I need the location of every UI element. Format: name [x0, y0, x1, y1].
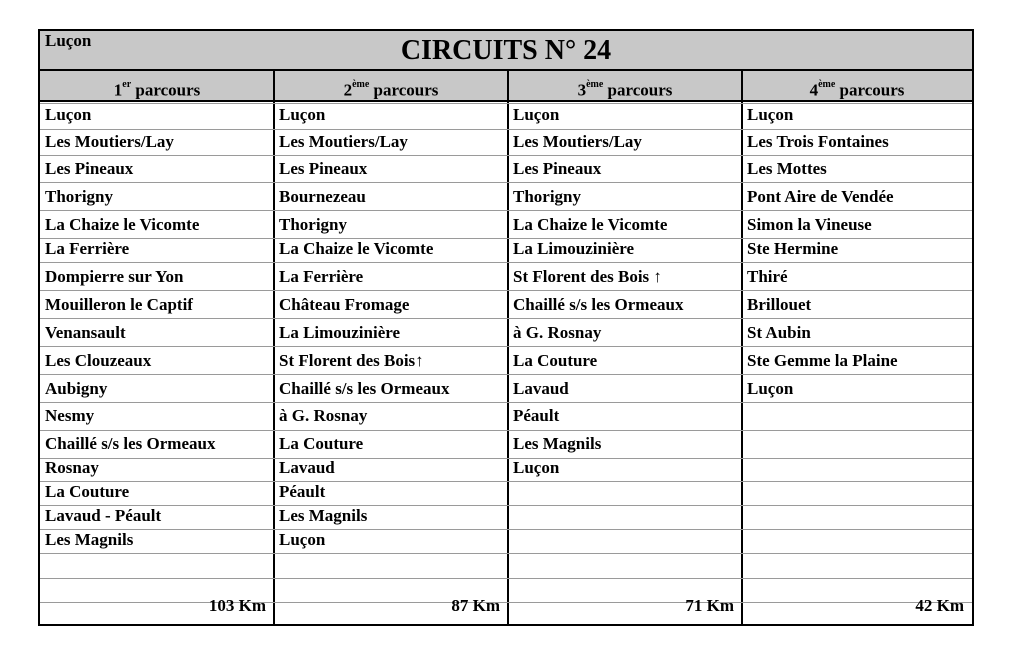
stop-cell: Les Moutiers/Lay — [513, 132, 642, 151]
stop-cell: Luçon — [279, 105, 326, 124]
stop-cell: Chaillé s/s les Ormeaux — [45, 434, 216, 453]
stop-cell: Péault — [513, 406, 560, 425]
stop-cell: Luçon — [513, 105, 560, 124]
column-header-1 — [40, 71, 274, 100]
column-divider — [741, 71, 743, 624]
column-header-2 — [274, 71, 508, 100]
row-divider — [40, 374, 972, 375]
row-divider — [40, 529, 972, 530]
row-divider — [40, 578, 972, 579]
stop-cell: Simon la Vineuse — [747, 215, 872, 234]
stop-cell: Thorigny — [45, 187, 114, 206]
row-divider — [40, 346, 972, 347]
stop-cell: St Aubin — [747, 323, 811, 342]
stop-cell: à G. Rosnay — [279, 406, 368, 425]
stop-cell: Les Magnils — [513, 434, 602, 453]
row-divider — [40, 103, 972, 104]
stop-cell: Les Magnils — [45, 530, 134, 549]
stop-cell: Brillouet — [747, 295, 812, 314]
stop-cell: Thiré — [747, 267, 788, 286]
stop-cell: St Florent des Bois↑ — [279, 351, 424, 370]
column-header-number: 2 — [343, 80, 353, 100]
row-divider — [40, 553, 972, 554]
stop-cell: La Couture — [45, 482, 130, 501]
stop-cell: Luçon — [279, 530, 326, 549]
stop-cell: Nesmy — [45, 406, 95, 425]
column-header-number: 4 — [809, 80, 819, 100]
column-header-4 — [742, 71, 972, 100]
stop-cell: La Chaize le Vicomte — [513, 215, 668, 234]
distance-cell: 42 Km — [915, 596, 964, 615]
stop-cell: Luçon — [45, 105, 92, 124]
stop-cell: La Chaize le Vicomte — [45, 215, 200, 234]
row-divider — [40, 129, 972, 130]
row-divider — [40, 182, 972, 183]
row-divider — [40, 430, 972, 431]
column-header-suffix: ème — [586, 79, 604, 90]
stop-cell: Les Pineaux — [45, 159, 134, 178]
stop-cell: La Couture — [513, 351, 598, 370]
row-divider — [40, 402, 972, 403]
distance-cell: 103 Km — [208, 596, 266, 615]
distance-cell: 71 Km — [685, 596, 734, 615]
stop-cell: Rosnay — [45, 458, 99, 477]
stop-cell: Lavaud - Péault — [45, 506, 162, 525]
stop-cell: Les Moutiers/Lay — [279, 132, 408, 151]
column-header-3 — [508, 71, 742, 100]
column-header-number: 3 — [577, 80, 587, 100]
stop-cell: Les Mottes — [747, 159, 827, 178]
row-divider — [40, 155, 972, 156]
row-divider — [40, 458, 972, 459]
column-header-suffix: er — [122, 79, 132, 90]
stop-cell: Péault — [279, 482, 326, 501]
stop-cell: Bournezeau — [279, 187, 366, 206]
stop-cell: La Limouzinière — [513, 239, 635, 258]
stop-cell: Lavaud — [513, 379, 569, 398]
stop-cell: Ste Hermine — [747, 239, 839, 258]
column-header-number: 1 — [113, 80, 123, 100]
stop-cell: Les Clouzeaux — [45, 351, 152, 370]
table-title: CIRCUITS N° 24 — [40, 31, 972, 71]
stop-cell: La Ferrière — [279, 267, 364, 286]
stop-cell: Mouilleron le Captif — [45, 295, 193, 314]
stop-cell: Les Pineaux — [513, 159, 602, 178]
stop-cell: Les Magnils — [279, 506, 368, 525]
stop-cell: Thorigny — [513, 187, 582, 206]
stop-cell: La Limouzinière — [279, 323, 401, 342]
stop-cell: La Chaize le Vicomte — [279, 239, 434, 258]
column-header-label: parcours — [835, 80, 905, 100]
stop-cell: St Florent des Bois ↑ — [513, 267, 662, 286]
column-header-label: parcours — [369, 80, 439, 100]
column-header-label: parcours — [131, 80, 201, 100]
column-header-label: parcours — [603, 80, 673, 100]
stop-cell: Aubigny — [45, 379, 108, 398]
stop-cell: Dompierre sur Yon — [45, 267, 184, 286]
stop-cell: Thorigny — [279, 215, 348, 234]
stop-cell: Ste Gemme la Plaine — [747, 351, 898, 370]
row-divider — [40, 481, 972, 482]
stop-cell: Chaillé s/s les Ormeaux — [513, 295, 684, 314]
stop-cell: à G. Rosnay — [513, 323, 602, 342]
header-row — [40, 71, 972, 102]
stop-cell: Lavaud — [279, 458, 335, 477]
row-divider — [40, 290, 972, 291]
distance-cell: 87 Km — [451, 596, 500, 615]
row-divider — [40, 505, 972, 506]
circuits-table — [38, 29, 974, 626]
column-header-suffix: ème — [352, 79, 370, 90]
stop-cell: La Couture — [279, 434, 364, 453]
stop-cell: Château Fromage — [279, 295, 410, 314]
column-divider — [507, 71, 509, 624]
row-divider — [40, 318, 972, 319]
stop-cell: Chaillé s/s les Ormeaux — [279, 379, 450, 398]
stop-cell: Les Pineaux — [279, 159, 368, 178]
stop-cell: Les Trois Fontaines — [747, 132, 889, 151]
row-divider — [40, 262, 972, 263]
column-header-suffix: ème — [818, 79, 836, 90]
stop-cell: Venansault — [45, 323, 126, 342]
row-divider — [40, 210, 972, 211]
stop-cell: Pont Aire de Vendée — [747, 187, 894, 206]
stop-cell: La Ferrière — [45, 239, 130, 258]
stop-cell: Les Moutiers/Lay — [45, 132, 174, 151]
stop-cell: Luçon — [513, 458, 560, 477]
stop-cell: Luçon — [747, 105, 794, 124]
stop-cell: Luçon — [747, 379, 794, 398]
stop-cell: Luçon — [45, 31, 92, 50]
